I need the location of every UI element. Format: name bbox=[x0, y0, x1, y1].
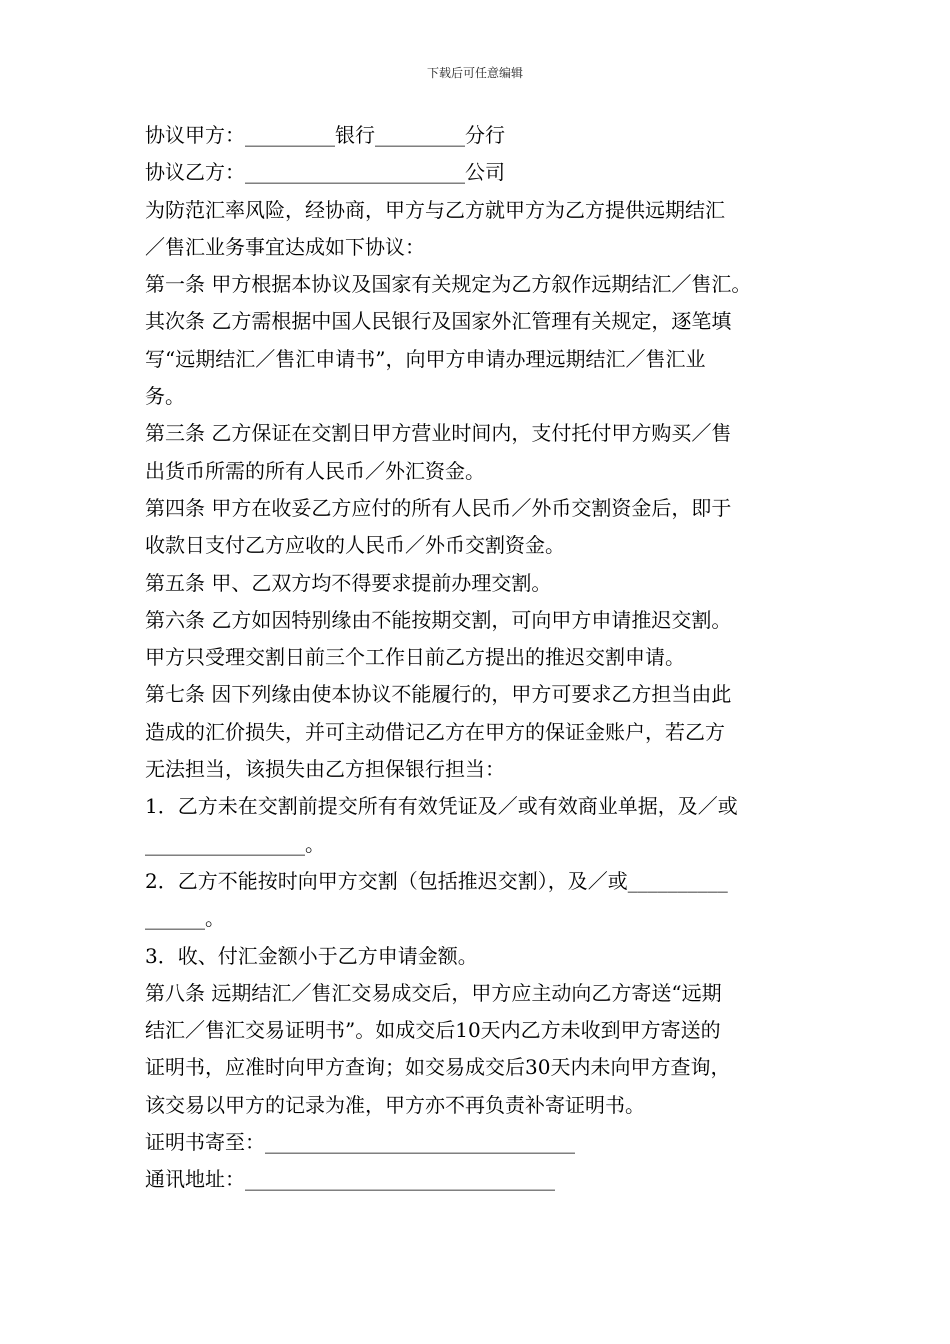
text-line: 其次条 乙方需根据中国人民银行及国家外汇管理有关规定，逐笔填 bbox=[145, 309, 732, 334]
text-line: ______。 bbox=[145, 906, 225, 931]
text-line: 该交易以甲方的记录为准，甲方亦不再负责补寄证明书。 bbox=[145, 1092, 645, 1117]
text-line: 3．收、付汇金额小于乙方申请金额。 bbox=[145, 943, 478, 968]
text-line: 通讯地址：_______________________________ bbox=[145, 1167, 555, 1192]
text-line: 甲方只受理交割日前三个工作日前乙方提出的推迟交割申请。 bbox=[145, 645, 685, 670]
text-line: 写“远期结汇／售汇申请书”，向甲方申请办理远期结汇／售汇业 bbox=[145, 346, 706, 371]
text-line: 收款日支付乙方应收的人民币／外币交割资金。 bbox=[145, 533, 565, 558]
page-header: 下载后可任意编辑 bbox=[426, 66, 523, 80]
text-line: 第四条 甲方在收妥乙方应付的所有人民币／外币交割资金后，即于 bbox=[145, 495, 732, 520]
text-line: ________________。 bbox=[145, 831, 325, 856]
text-line: 第一条 甲方根据本协议及国家有关规定为乙方叙作远期结汇／售汇。 bbox=[145, 272, 752, 297]
text-line: 第七条 因下列缘由使本协议不能履行的，甲方可要求乙方担当由此 bbox=[145, 682, 732, 707]
text-line: 协议乙方：______________________公司 bbox=[145, 160, 505, 185]
text-line: 出货币所需的所有人民币／外汇资金。 bbox=[145, 458, 485, 483]
text-line: 第六条 乙方如因特别缘由不能按期交割，可向甲方申请推迟交割。 bbox=[145, 607, 732, 632]
text-line: 结汇／售汇交易证明书”。如成交后10天内乙方未收到甲方寄送的 bbox=[145, 1018, 721, 1043]
text-line: 第八条 远期结汇／售汇交易成交后，甲方应主动向乙方寄送“远期 bbox=[145, 980, 722, 1005]
text-line: 1．乙方未在交割前提交所有有效凭证及／或有效商业单据，及／或 bbox=[145, 794, 738, 819]
text-line: 第三条 乙方保证在交割日甲方营业时间内，支付托付甲方购买／售 bbox=[145, 421, 732, 446]
text-line: 务。 bbox=[145, 384, 185, 409]
agreement-body bbox=[145, 117, 810, 1199]
text-line: 第五条 甲、乙双方均不得要求提前办理交割。 bbox=[145, 570, 552, 595]
text-line: 协议甲方：_________银行_________分行 bbox=[145, 123, 505, 147]
text-line: ／售汇业务事宜达成如下协议： bbox=[145, 234, 425, 259]
text-line: 证明书寄至：_______________________________ bbox=[145, 1130, 575, 1155]
text-line: 证明书，应准时向甲方查询；如交易成交后30天内未向甲方查询， bbox=[145, 1055, 731, 1080]
text-line: 造成的汇价损失，并可主动借记乙方在甲方的保证金账户，若乙方 bbox=[145, 719, 725, 744]
text-line: 为防范汇率风险，经协商，甲方与乙方就甲方为乙方提供远期结汇 bbox=[145, 197, 725, 222]
text-line: 无法担当，该损失由乙方担保银行担当： bbox=[145, 757, 505, 782]
text-line: 2．乙方不能按时向甲方交割（包括推迟交割），及／或__________ bbox=[145, 868, 728, 893]
